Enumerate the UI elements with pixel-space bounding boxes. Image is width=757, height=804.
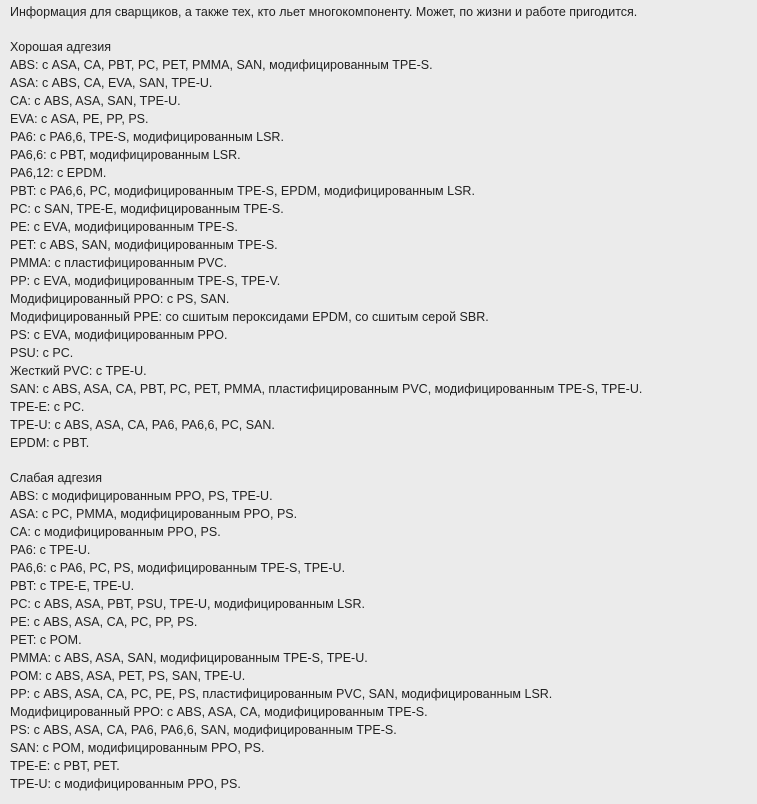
good-adhesion-line: PBT: с PA6,6, PC, модифицированным TPE-S, EPDM, модифицированным LSR. (10, 184, 475, 198)
weak-adhesion-line: PBT: с TPE-E, TPE-U. (10, 579, 135, 593)
good-adhesion-line: PE: с EVA, модифицированным TPE-S. (10, 220, 238, 234)
good-adhesion-line: ABS: с ASA, CA, PBT, PC, PET, PMMA, SAN, модифицированным TPE-S. (10, 58, 433, 72)
weak-adhesion-line: PC: с ABS, ASA, PBT, PSU, TPE-U, модифицированным LSR. (10, 597, 365, 611)
weak-adhesion-line: CA: с модифицированным PPO, PS. (10, 525, 221, 539)
good-adhesion-title: Хорошая адгезия (10, 40, 111, 54)
weak-adhesion-title: Слабая адгезия (10, 471, 103, 485)
good-adhesion-line: CA: с ABS, ASA, SAN, TPE-U. (10, 94, 181, 108)
good-adhesion-line: PSU: с PC. (10, 346, 74, 360)
good-adhesion-line: Модифицированный PPO: с PS, SAN. (10, 292, 230, 306)
weak-adhesion-line: SAN: с POM, модифицированным PPO, PS. (10, 741, 265, 755)
weak-adhesion-line: PE: с ABS, ASA, CA, PC, PP, PS. (10, 615, 198, 629)
weak-adhesion-line: PA6: с TPE-U. (10, 543, 91, 557)
weak-adhesion-line: PP: с ABS, ASA, CA, PC, PE, PS, пластифицированным PVC, SAN, модифицированным LSR. (10, 687, 553, 701)
good-adhesion-line: PC: с SAN, TPE-E, модифицированным TPE-S. (10, 202, 284, 216)
good-adhesion-line: PA6: с PA6,6, TPE-S, модифицированным LSR. (10, 130, 284, 144)
weak-adhesion-line: POM: с ABS, ASA, PET, PS, SAN, TPE-U. (10, 669, 246, 683)
weak-adhesion-line: TPE-E: с PBT, PET. (10, 759, 120, 773)
good-adhesion-line: SAN: с ABS, ASA, CA, PBT, PC, PET, PMMA, пластифицированным PVC, модифицированным TPE-S, TPE-U. (10, 382, 643, 396)
good-adhesion-line: PS: с EVA, модифицированным PPO. (10, 328, 228, 342)
spacer (10, 452, 757, 469)
good-adhesion-line: TPE-U: с ABS, ASA, CA, PA6, PA6,6, PC, SAN. (10, 418, 275, 432)
weak-adhesion-line: TPE-U: с модифицированным PPO, PS. (10, 777, 241, 791)
good-adhesion-line: ASA: с ABS, CA, EVA, SAN, TPE-U. (10, 76, 213, 90)
good-adhesion-line: PA6,12: с EPDM. (10, 166, 107, 180)
good-adhesion-line: EVA: с ASA, PE, PP, PS. (10, 112, 149, 126)
good-adhesion-line: PA6,6: с PBT, модифицированным LSR. (10, 148, 241, 162)
weak-adhesion-list (10, 487, 757, 793)
weak-adhesion-line: PS: с ABS, ASA, CA, PA6, PA6,6, SAN, модифицированным TPE-S. (10, 723, 397, 737)
weak-adhesion-line: PA6,6: с PA6, PC, PS, модифицированным TPE-S, TPE-U. (10, 561, 346, 575)
weak-adhesion-line: Модифицированный PPO: с ABS, ASA, CA, модифицированным TPE-S. (10, 705, 428, 719)
good-adhesion-list (10, 56, 757, 452)
good-adhesion-line: EPDM: с PBT. (10, 436, 90, 450)
intro-text: Информация для сварщиков, а также тех, кто льет многокомпоненту. Может, по жизни и работе пригодится. (10, 5, 638, 19)
weak-adhesion-line: ASA: с PC, PMMA, модифицированным PPO, PS. (10, 507, 298, 521)
weak-adhesion-line: ABS: с модифицированным PPO, PS, TPE-U. (10, 489, 273, 503)
good-adhesion-line: Жесткий PVC: с TPE-U. (10, 364, 147, 378)
weak-adhesion-line: PET: с POM. (10, 633, 82, 647)
good-adhesion-line: PMMA: с пластифицированным PVC. (10, 256, 227, 270)
weak-adhesion-line: PMMA: с ABS, ASA, SAN, модифицированным TPE-S, TPE-U. (10, 651, 368, 665)
good-adhesion-line: PET: с ABS, SAN, модифицированным TPE-S. (10, 238, 278, 252)
good-adhesion-line: PP: с EVA, модифицированным TPE-S, TPE-V. (10, 274, 281, 288)
good-adhesion-line: TPE-E: с PC. (10, 400, 85, 414)
spacer (10, 21, 757, 38)
good-adhesion-line: Модифицированный PPE: со сшитым пероксидами EPDM, со сшитым серой SBR. (10, 310, 489, 324)
